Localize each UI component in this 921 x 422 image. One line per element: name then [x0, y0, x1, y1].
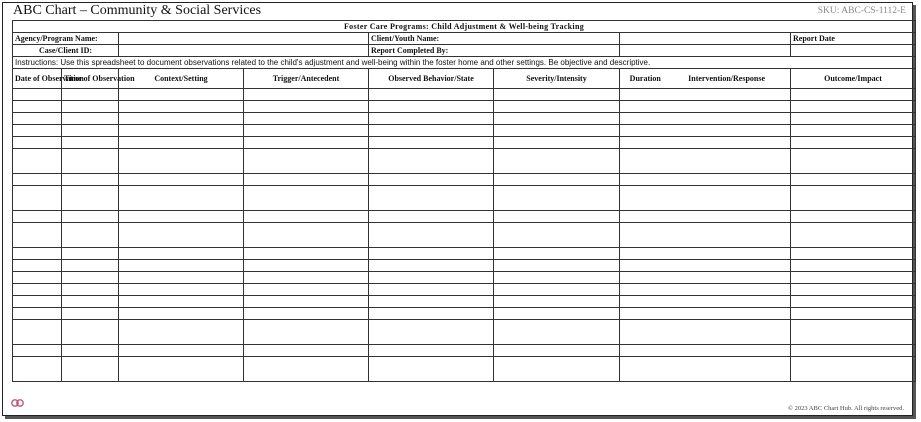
cell-time[interactable] — [62, 248, 119, 260]
cell-outcome[interactable] — [791, 357, 916, 382]
cell-behavior[interactable] — [369, 272, 494, 284]
cell-time[interactable] — [62, 125, 119, 137]
cell-context[interactable] — [119, 125, 244, 137]
cell-severity[interactable] — [494, 89, 620, 101]
cell-time[interactable] — [62, 272, 119, 284]
col-context-header: Context/Setting — [119, 69, 244, 89]
cell-behavior[interactable] — [369, 308, 494, 320]
cell-context[interactable] — [119, 260, 244, 272]
cell-trigger[interactable] — [244, 308, 369, 320]
cell-outcome[interactable] — [791, 345, 916, 357]
cell-date[interactable] — [13, 137, 62, 149]
col-date-header: Date of Observation — [13, 69, 62, 89]
cell-behavior[interactable] — [369, 345, 494, 357]
col-intervention-header: Intervention/Response — [688, 73, 766, 83]
table-row — [13, 174, 916, 186]
cell-date[interactable] — [13, 308, 62, 320]
cell-date[interactable] — [13, 113, 62, 125]
cell-date[interactable] — [13, 223, 62, 248]
cell-severity[interactable] — [494, 137, 620, 149]
cell-context[interactable] — [119, 357, 244, 382]
cell-time[interactable] — [62, 137, 119, 149]
table-row — [13, 101, 916, 113]
cell-time[interactable] — [62, 149, 119, 174]
cell-context[interactable] — [119, 113, 244, 125]
cell-trigger[interactable] — [244, 186, 369, 211]
cell-outcome[interactable] — [791, 113, 916, 125]
cell-time[interactable] — [62, 186, 119, 211]
table-row — [13, 149, 916, 174]
sku-label: SKU: ABC-CS-1112-E — [817, 6, 906, 16]
cell-context[interactable] — [119, 223, 244, 248]
cell-duration-intervention[interactable] — [620, 149, 791, 174]
col-time-header: Time of Observation — [62, 69, 119, 89]
cell-severity[interactable] — [494, 296, 620, 308]
document-title: ABC Chart – Community & Social Services — [13, 3, 262, 18]
cell-behavior[interactable] — [369, 101, 494, 113]
table-row — [13, 248, 916, 260]
cell-severity[interactable] — [494, 248, 620, 260]
cell-duration-intervention[interactable] — [620, 125, 791, 137]
chart-sheet — [2, 2, 913, 416]
cell-date[interactable] — [13, 272, 62, 284]
cell-severity[interactable] — [494, 113, 620, 125]
cell-time[interactable] — [62, 223, 119, 248]
completed-by-label: Report Completed By: — [369, 45, 620, 57]
cell-behavior[interactable] — [369, 149, 494, 174]
col-severity-header: Severity/Intensity — [494, 69, 620, 89]
cell-outcome[interactable] — [791, 149, 916, 174]
cell-outcome[interactable] — [791, 308, 916, 320]
cell-trigger[interactable] — [244, 101, 369, 113]
cell-date[interactable] — [13, 211, 62, 223]
cell-duration-intervention[interactable] — [620, 113, 791, 125]
agency-field[interactable] — [119, 33, 369, 45]
cell-duration-intervention[interactable] — [620, 308, 791, 320]
cell-duration-intervention[interactable] — [620, 272, 791, 284]
table-row — [13, 320, 916, 345]
cell-behavior[interactable] — [369, 186, 494, 211]
cell-outcome[interactable] — [791, 89, 916, 101]
agency-label: Agency/Program Name: — [13, 33, 119, 45]
cell-behavior[interactable] — [369, 125, 494, 137]
cell-context[interactable] — [119, 272, 244, 284]
cell-context[interactable] — [119, 308, 244, 320]
cell-time[interactable] — [62, 174, 119, 186]
table-row — [13, 137, 916, 149]
cell-severity[interactable] — [494, 284, 620, 296]
cell-outcome[interactable] — [791, 320, 916, 345]
cell-context[interactable] — [119, 248, 244, 260]
cell-severity[interactable] — [494, 211, 620, 223]
table-row — [13, 211, 916, 223]
cell-context[interactable] — [119, 284, 244, 296]
cell-date[interactable] — [13, 174, 62, 186]
cell-time[interactable] — [62, 308, 119, 320]
cell-severity[interactable] — [494, 101, 620, 113]
cell-context[interactable] — [119, 296, 244, 308]
cell-context[interactable] — [119, 320, 244, 345]
cell-behavior[interactable] — [369, 89, 494, 101]
cell-trigger[interactable] — [244, 296, 369, 308]
cell-date[interactable] — [13, 149, 62, 174]
cell-severity[interactable] — [494, 260, 620, 272]
client-field[interactable] — [620, 33, 791, 45]
cell-behavior[interactable] — [369, 260, 494, 272]
case-id-label: Case/Client ID: — [13, 45, 119, 57]
cell-time[interactable] — [62, 296, 119, 308]
cell-context[interactable] — [119, 89, 244, 101]
cell-trigger[interactable] — [244, 125, 369, 137]
abc-form-table — [12, 20, 916, 382]
col-trigger-header: Trigger/Antecedent — [244, 69, 369, 89]
cell-severity[interactable] — [494, 320, 620, 345]
cell-severity[interactable] — [494, 308, 620, 320]
cell-time[interactable] — [62, 113, 119, 125]
cell-time[interactable] — [62, 89, 119, 101]
copyright-notice: © 2023 ABC Chart Hub. All rights reserved. — [788, 405, 904, 412]
cell-trigger[interactable] — [244, 89, 369, 101]
cell-severity[interactable] — [494, 223, 620, 248]
table-row — [13, 296, 916, 308]
client-label: Client/Youth Name: — [369, 33, 620, 45]
cell-trigger[interactable] — [244, 174, 369, 186]
form-banner: Foster Care Programs: Child Adjustment & Well-being Tracking — [13, 21, 916, 33]
cell-context[interactable] — [119, 101, 244, 113]
cell-date[interactable] — [13, 101, 62, 113]
cell-time[interactable] — [62, 357, 119, 382]
cell-outcome[interactable] — [791, 223, 916, 248]
cell-behavior[interactable] — [369, 113, 494, 125]
instructions-text: Instructions: Use this spreadsheet to document observations related to the child's adjustment and well-being within the foster home and other settings. Be objective and descriptive. — [13, 57, 916, 69]
table-row — [13, 345, 916, 357]
table-row — [13, 357, 916, 382]
cell-duration-intervention[interactable] — [620, 284, 791, 296]
cell-behavior[interactable] — [369, 248, 494, 260]
cell-trigger[interactable] — [244, 149, 369, 174]
cell-outcome[interactable] — [791, 211, 916, 223]
completed-by-field[interactable] — [620, 45, 791, 57]
cell-duration-intervention[interactable] — [620, 357, 791, 382]
cell-outcome[interactable] — [791, 125, 916, 137]
table-row — [13, 308, 916, 320]
cell-severity[interactable] — [494, 345, 620, 357]
cell-trigger[interactable] — [244, 137, 369, 149]
brand-logo-icon — [11, 395, 25, 413]
cell-date[interactable] — [13, 320, 62, 345]
cell-time[interactable] — [62, 211, 119, 223]
table-row — [13, 272, 916, 284]
cell-outcome[interactable] — [791, 248, 916, 260]
cell-duration-intervention[interactable] — [620, 174, 791, 186]
cell-duration-intervention[interactable] — [620, 89, 791, 101]
cell-date[interactable] — [13, 125, 62, 137]
cell-outcome[interactable] — [791, 296, 916, 308]
cell-duration-intervention[interactable] — [620, 186, 791, 211]
cell-trigger[interactable] — [244, 211, 369, 223]
cell-behavior[interactable] — [369, 223, 494, 248]
cell-duration-intervention[interactable] — [620, 137, 791, 149]
cell-severity[interactable] — [494, 174, 620, 186]
cell-date[interactable] — [13, 260, 62, 272]
cell-trigger[interactable] — [244, 223, 369, 248]
table-row — [13, 125, 916, 137]
col-outcome-header: Outcome/Impact — [791, 69, 916, 89]
cell-behavior[interactable] — [369, 320, 494, 345]
case-id-field[interactable] — [119, 45, 369, 57]
table-row — [13, 223, 916, 248]
report-date-label: Report Date — [791, 33, 916, 45]
col-duration-header: Duration — [629, 73, 661, 83]
cell-trigger[interactable] — [244, 113, 369, 125]
cell-outcome[interactable] — [791, 186, 916, 211]
cell-context[interactable] — [119, 149, 244, 174]
table-row — [13, 186, 916, 211]
cell-context[interactable] — [119, 211, 244, 223]
col-duration-intervention-header — [620, 69, 791, 89]
cell-time[interactable] — [62, 101, 119, 113]
cell-context[interactable] — [119, 345, 244, 357]
cell-date[interactable] — [13, 186, 62, 211]
table-row — [13, 260, 916, 272]
cell-trigger[interactable] — [244, 357, 369, 382]
cell-severity[interactable] — [494, 357, 620, 382]
cell-trigger[interactable] — [244, 320, 369, 345]
cell-duration-intervention[interactable] — [620, 260, 791, 272]
cell-trigger[interactable] — [244, 284, 369, 296]
cell-behavior[interactable] — [369, 174, 494, 186]
cell-date[interactable] — [13, 345, 62, 357]
cell-outcome[interactable] — [791, 272, 916, 284]
cell-date[interactable] — [13, 248, 62, 260]
cell-behavior[interactable] — [369, 284, 494, 296]
cell-date[interactable] — [13, 284, 62, 296]
cell-date[interactable] — [13, 296, 62, 308]
cell-trigger[interactable] — [244, 272, 369, 284]
cell-outcome[interactable] — [791, 284, 916, 296]
table-row — [13, 113, 916, 125]
cell-context[interactable] — [119, 174, 244, 186]
cell-time[interactable] — [62, 320, 119, 345]
cell-context[interactable] — [119, 186, 244, 211]
cell-time[interactable] — [62, 284, 119, 296]
cell-date[interactable] — [13, 357, 62, 382]
cell-behavior[interactable] — [369, 211, 494, 223]
cell-duration-intervention[interactable] — [620, 345, 791, 357]
cell-severity[interactable] — [494, 272, 620, 284]
col-behavior-header: Observed Behavior/State — [369, 69, 494, 89]
cell-duration-intervention[interactable] — [620, 248, 791, 260]
table-row — [13, 284, 916, 296]
cell-duration-intervention[interactable] — [620, 296, 791, 308]
cell-severity[interactable] — [494, 125, 620, 137]
cell-behavior[interactable] — [369, 296, 494, 308]
cell-trigger[interactable] — [244, 345, 369, 357]
cell-duration-intervention[interactable] — [620, 211, 791, 223]
cell-duration-intervention[interactable] — [620, 101, 791, 113]
cell-date[interactable] — [13, 89, 62, 101]
cell-outcome[interactable] — [791, 137, 916, 149]
cell-behavior[interactable] — [369, 357, 494, 382]
cell-duration-intervention[interactable] — [620, 223, 791, 248]
cell-outcome[interactable] — [791, 260, 916, 272]
cell-severity[interactable] — [494, 149, 620, 174]
cell-trigger[interactable] — [244, 260, 369, 272]
cell-duration-intervention[interactable] — [620, 320, 791, 345]
table-row — [13, 89, 916, 101]
cell-trigger[interactable] — [244, 248, 369, 260]
cell-context[interactable] — [119, 137, 244, 149]
cell-time[interactable] — [62, 345, 119, 357]
cell-time[interactable] — [62, 260, 119, 272]
cell-behavior[interactable] — [369, 137, 494, 149]
cell-outcome[interactable] — [791, 174, 916, 186]
cell-outcome[interactable] — [791, 101, 916, 113]
report-date-field[interactable] — [791, 45, 916, 57]
cell-severity[interactable] — [494, 186, 620, 211]
